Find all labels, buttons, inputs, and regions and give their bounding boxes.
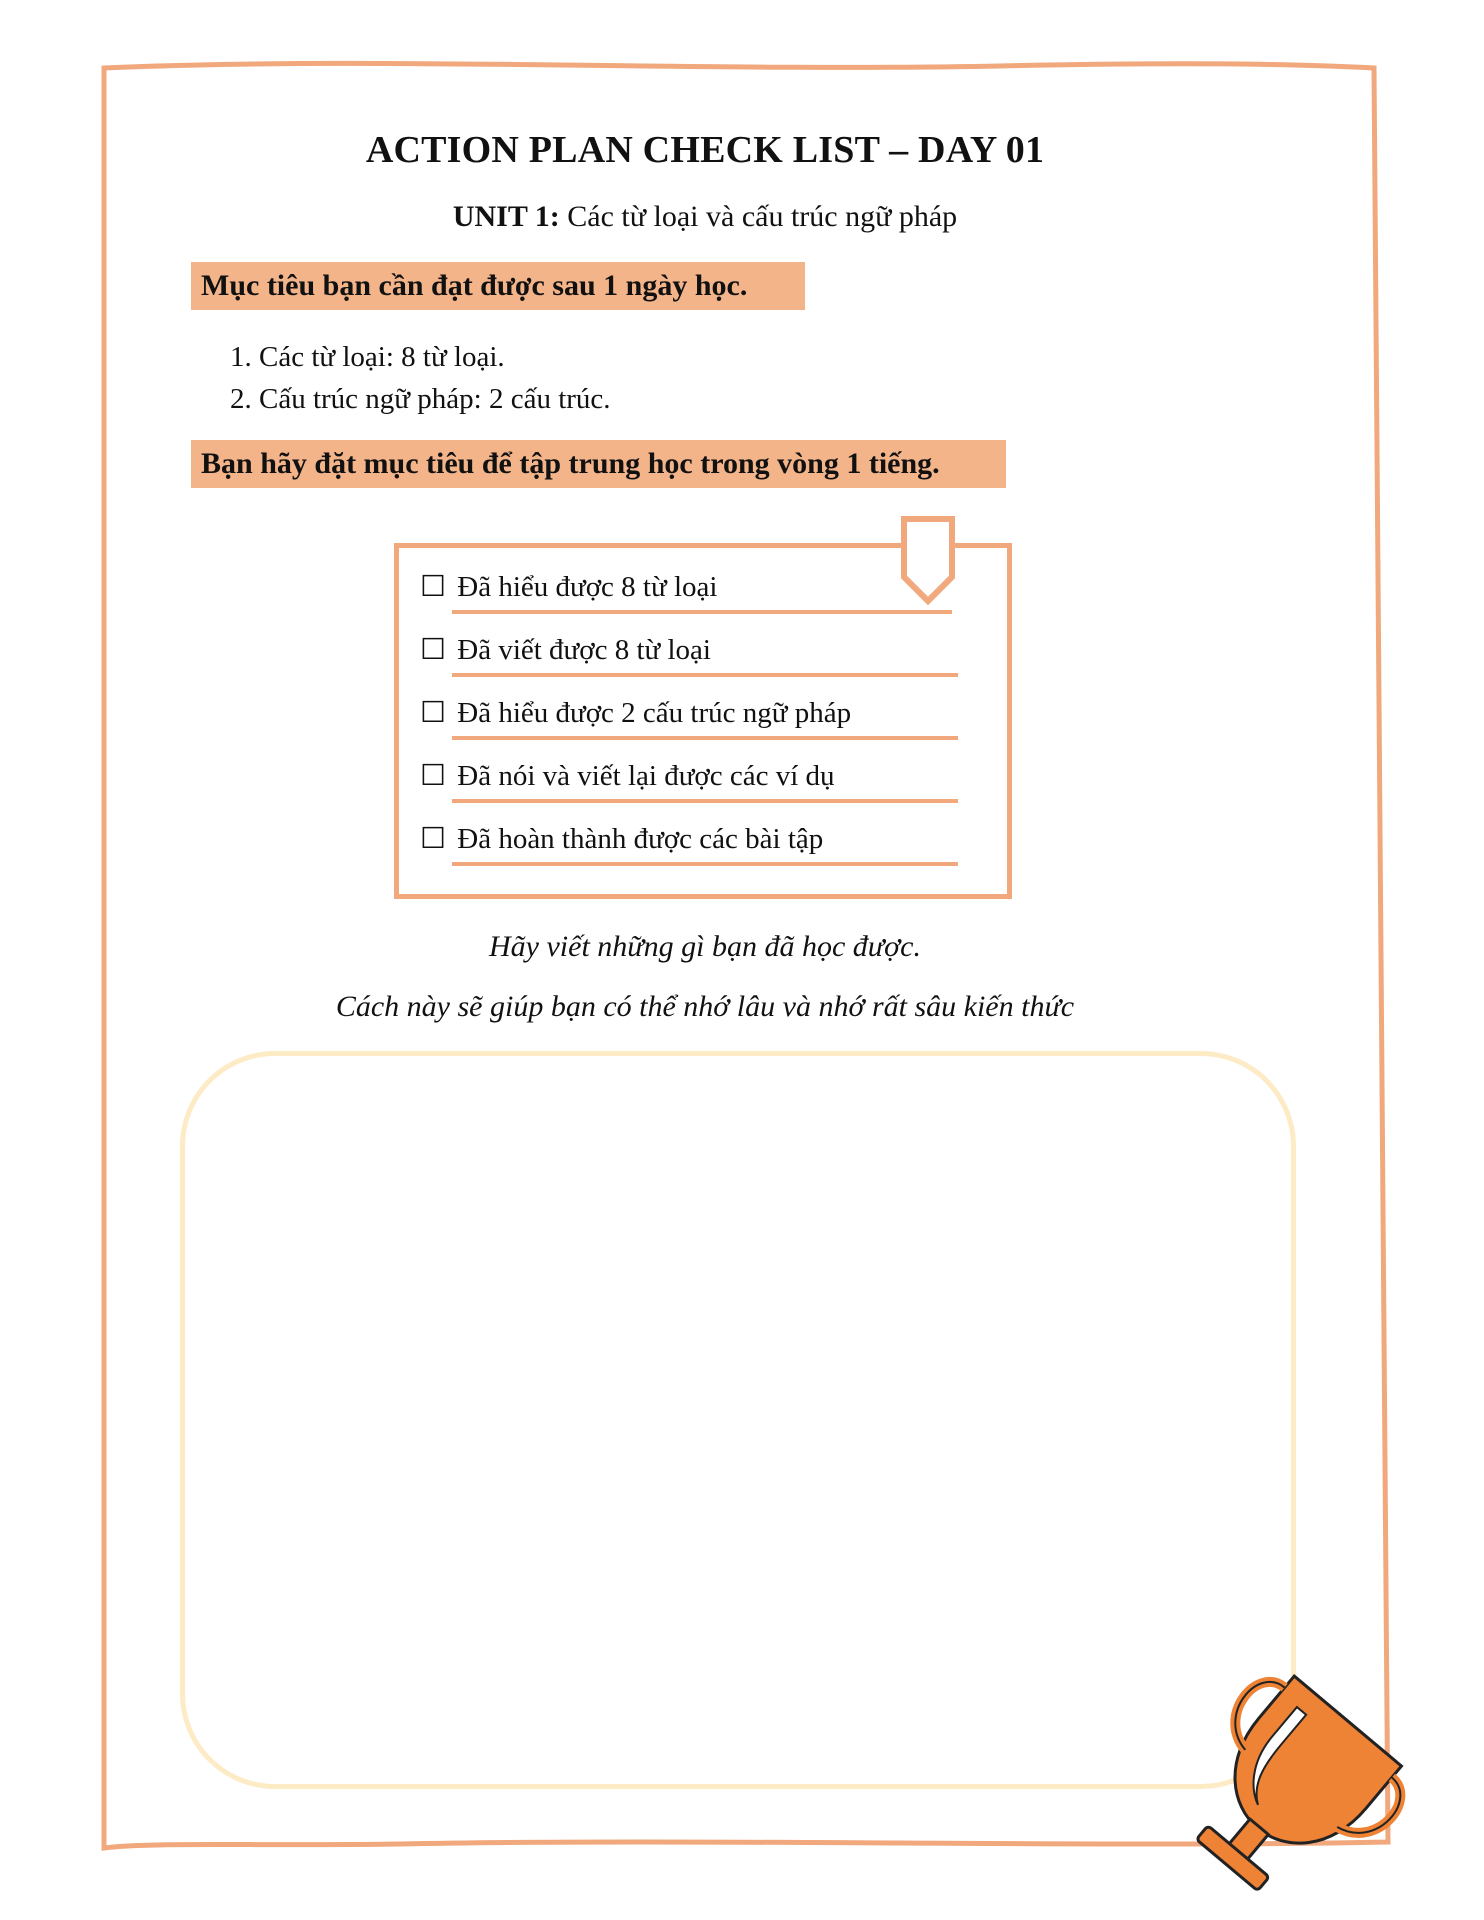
- checklist-item-label: Đã viết được 8 từ loại: [457, 634, 711, 666]
- instruction-note: Cách này sẽ giúp bạn có thể nhớ lâu và nhớ rất sâu kiến thức: [335, 990, 1075, 1023]
- checklist-item[interactable]: [420, 822, 960, 856]
- checkbox-icon[interactable]: ☐: [420, 634, 446, 666]
- checklist-item-label: Đã hiểu được 2 cấu trúc ngữ pháp: [457, 697, 852, 729]
- unit-text: Các từ loại và cấu trúc ngữ pháp: [559, 200, 958, 233]
- checklist-item[interactable]: [420, 633, 960, 667]
- goal-item: 2. Cấu trúc ngữ pháp: 2 cấu trúc.: [230, 383, 611, 415]
- goal-heading: Mục tiêu bạn cần đạt được sau 1 ngày học.: [191, 262, 805, 310]
- focus-heading: Bạn hãy đặt mục tiêu để tập trung học trong vòng 1 tiếng.: [191, 440, 1006, 488]
- checklist-underline: [452, 799, 958, 803]
- unit-subtitle: [0, 200, 1410, 234]
- checklist-item[interactable]: [420, 696, 960, 730]
- checkbox-icon[interactable]: ☐: [420, 760, 446, 792]
- checklist-item-label: Đã hoàn thành được các bài tập: [457, 823, 824, 855]
- checklist-underline: [452, 673, 958, 677]
- checkbox-icon[interactable]: ☐: [420, 823, 446, 855]
- checkbox-icon[interactable]: ☐: [420, 697, 446, 729]
- checklist-item[interactable]: [420, 759, 960, 793]
- goal-list: [230, 336, 611, 420]
- checklist-item-label: Đã hiểu được 8 từ loại: [457, 571, 718, 603]
- checklist-underline: [452, 610, 952, 614]
- trophy-icon: [1150, 1660, 1430, 1920]
- checklist-underline: [452, 862, 958, 866]
- instruction-note: Hãy viết những gì bạn đã học được.: [489, 930, 921, 963]
- checkbox-icon[interactable]: ☐: [420, 571, 446, 603]
- checklist-item[interactable]: [420, 570, 960, 604]
- checklist-item-label: Đã nói và viết lại được các ví dụ: [457, 760, 835, 792]
- goal-item: 1. Các từ loại: 8 từ loại.: [230, 341, 505, 373]
- page-title: ACTION PLAN CHECK LIST – DAY 01: [365, 129, 1045, 171]
- unit-label: UNIT 1:: [452, 200, 560, 233]
- writing-area[interactable]: [180, 1051, 1296, 1789]
- checklist-underline: [452, 736, 958, 740]
